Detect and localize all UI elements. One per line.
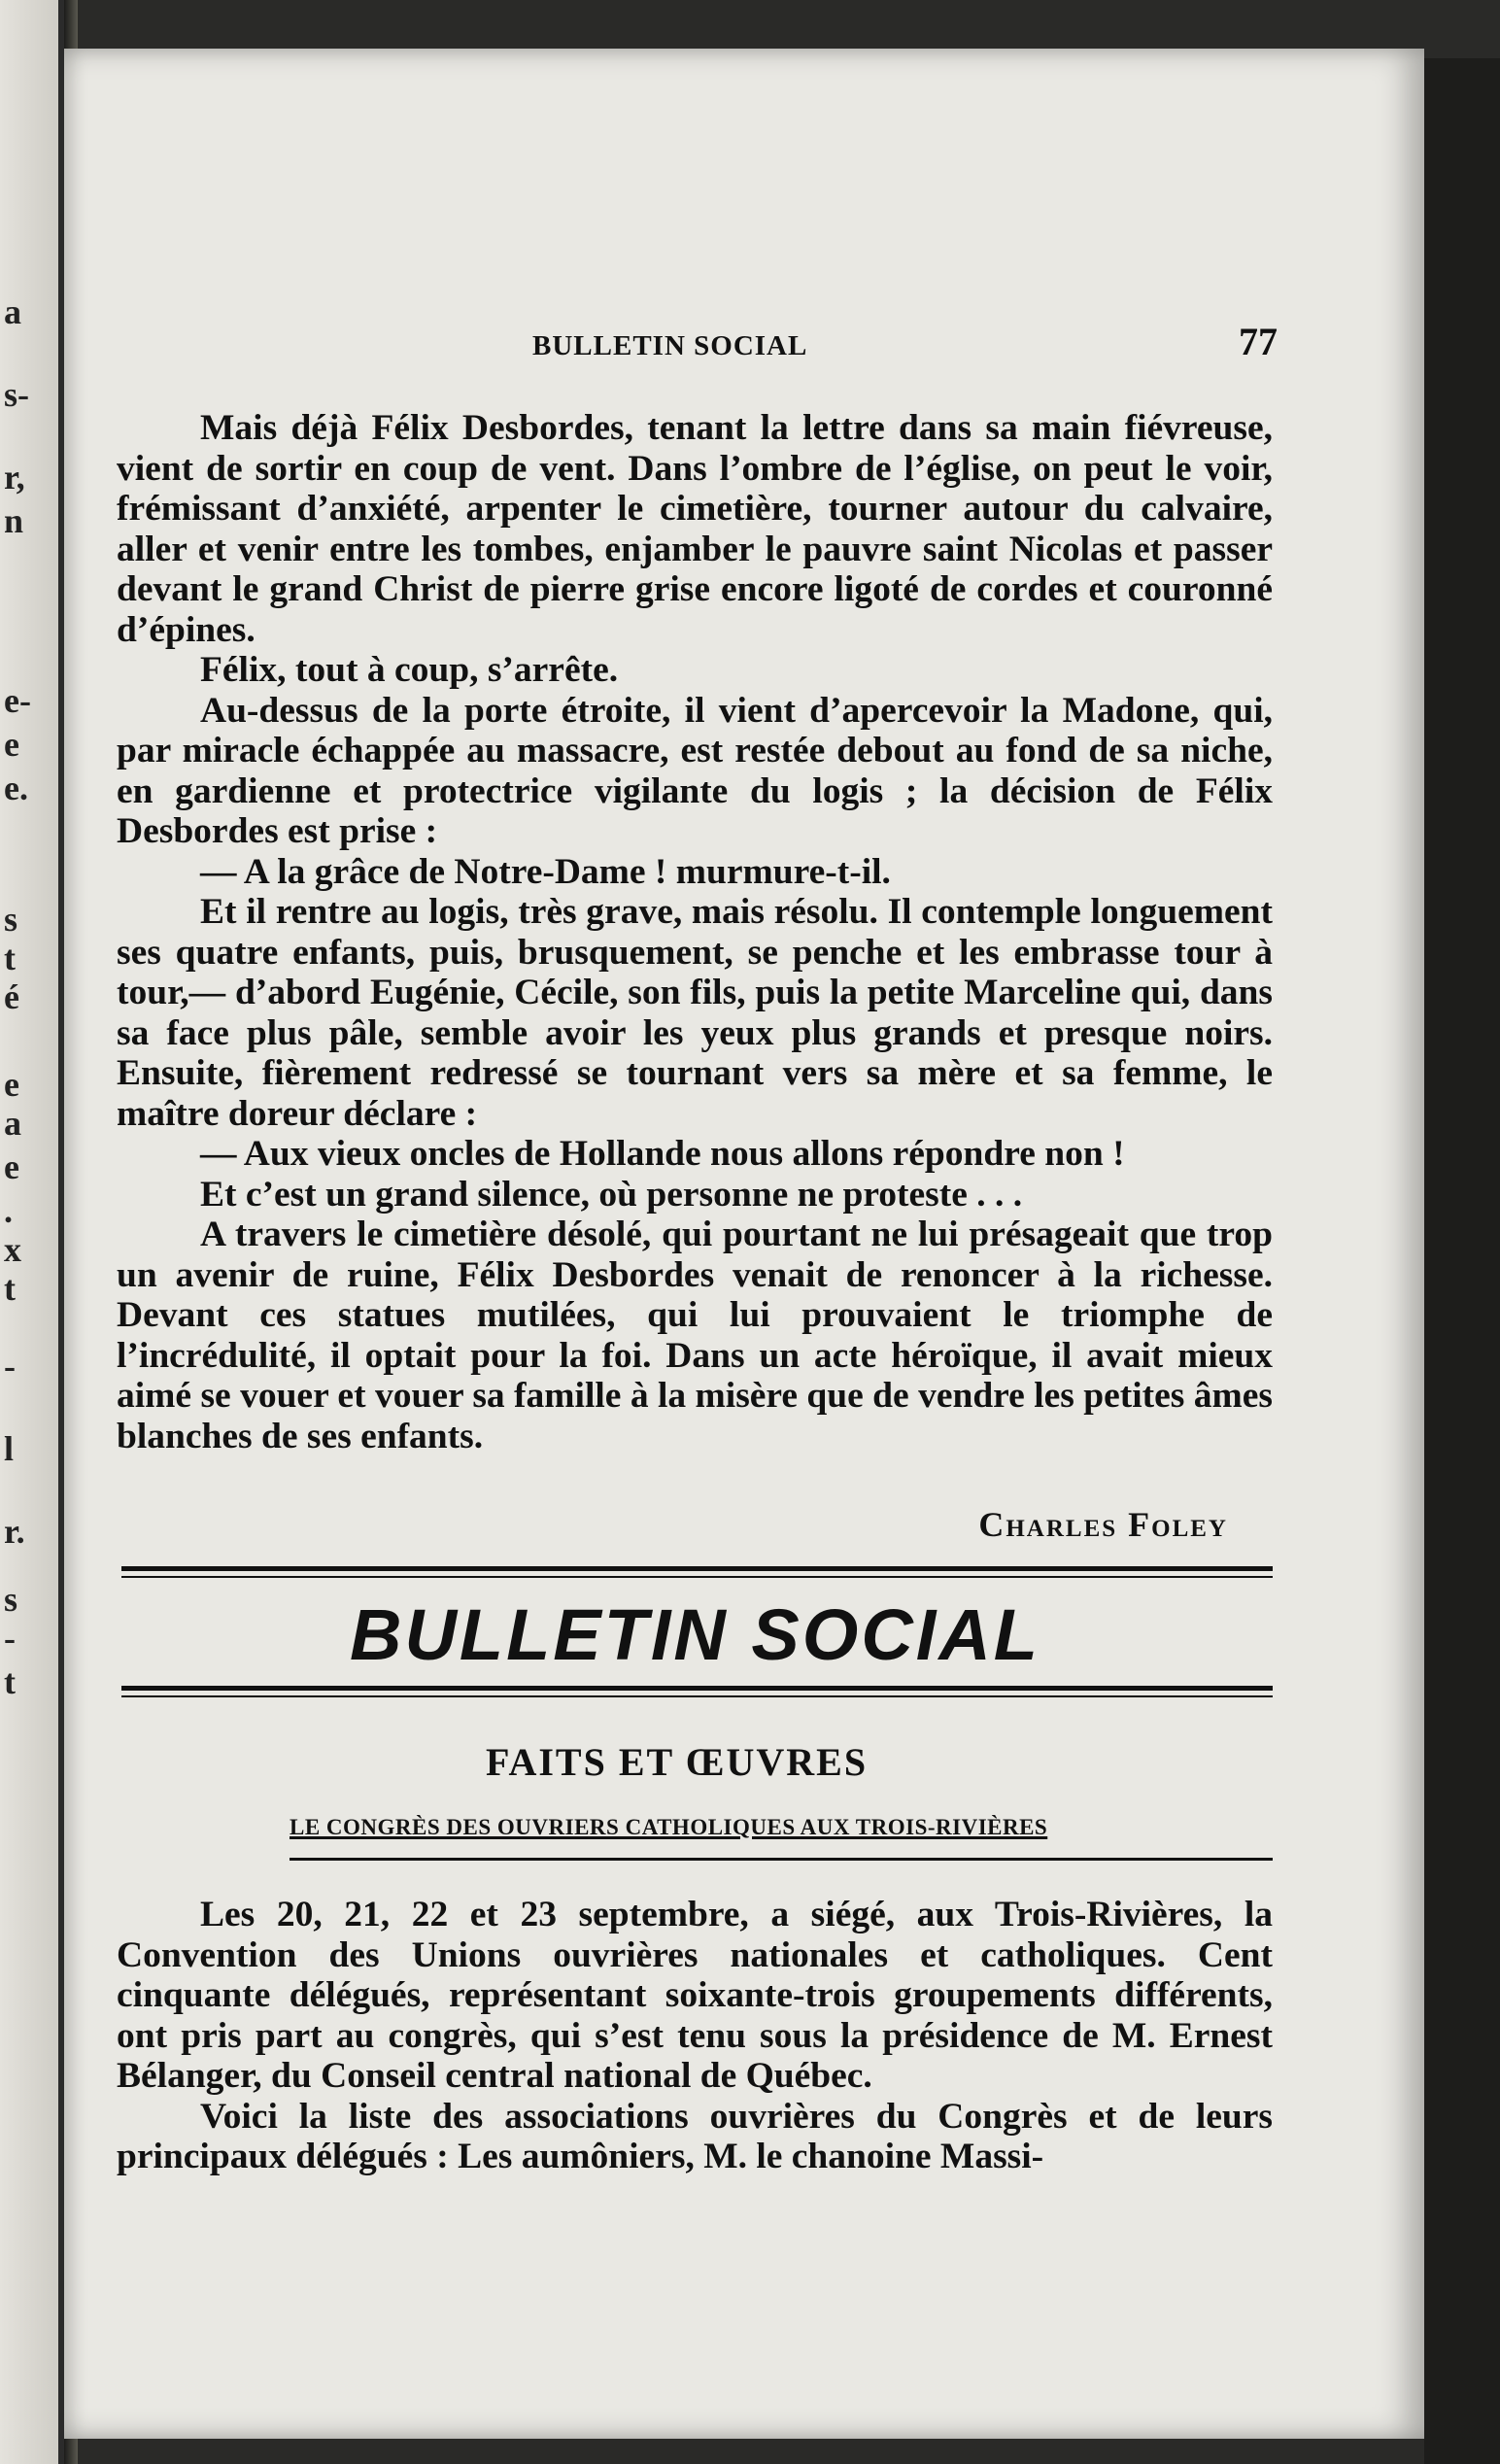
story-paragraph: Félix, tout à coup, s’arrête. — [200, 650, 619, 690]
adjacent-page-fragment: a — [4, 1104, 21, 1143]
page-number: 77 — [1239, 320, 1278, 363]
story-paragraph: Et il rentre au logis, très grave, mais résolu. Il contemple longuement ses quatre enfants, puis, brusquement, se penche et les embrasse tour à tour,— d’abord Eugénie, Cécile, son fils, puis la petite Marceline qui, dans sa face plus pâle, semble avoir les yeux plus grands et presque noirs. Ensuite, fièrement redressé se tournant vers sa mère et sa femme, le maître doreur déclare : — [117, 892, 1273, 1134]
article-text — [117, 1895, 1273, 2177]
adjacent-page-fragment: t — [4, 939, 16, 977]
adjacent-page-fragment: x — [4, 1230, 21, 1269]
story-paragraph: — A la grâce de Notre-Dame ! murmure-t-il. — [200, 851, 891, 892]
article-heading-rule — [290, 1858, 1273, 1861]
section-subtitle: FAITS ET ŒUVRES — [486, 1740, 869, 1784]
story-paragraph: — Aux vieux oncles de Hollande nous allons répondre non ! — [200, 1134, 1125, 1174]
author-signature: Charles Foley — [978, 1505, 1228, 1544]
adjacent-page-fragment: s — [4, 1580, 18, 1619]
article-paragraph: Les 20, 21, 22 et 23 septembre, a siégé, aux Trois-Rivières, la Convention des Unions ouvrières nationales et catholiques. Cent cinquante délégués, représentant soixante-trois groupements différents, ont pris part au congrès, qui s’est tenu sous la présidence de M. Ernest Bélanger, du Conseil central national de Québec. — [117, 1895, 1273, 2096]
adjacent-page-fragment: s- — [4, 375, 29, 414]
adjacent-page-fragment: e- — [4, 681, 31, 720]
story-paragraph: Et c’est un grand silence, où personne ne proteste . . . — [200, 1174, 1023, 1215]
adjacent-page-fragment: l — [4, 1429, 15, 1468]
story-paragraph: A travers le cimetière désolé, qui pourtant ne lui présageait que trop un avenir de ruine, Félix Desbordes venait de renoncer à la richesse. Devant ces statues mutilées, qui lui prouvaient le triomphe de l’incrédulité, il optait pour la foi. Dans un acte héroïque, il avait mieux aimé se vouer et vouer sa famille à la misère que de vendre les petites âmes blanches de ses enfants. — [117, 1215, 1273, 1456]
adjacent-page-fragment: - — [4, 1347, 16, 1386]
adjacent-page-fragment: e. — [4, 769, 28, 807]
adjacent-page-fragment: . — [4, 1191, 13, 1230]
article-paragraph: Voici la liste des associations ouvrières du Congrès et de leurs principaux délégués : Les aumôniers, M. le chanoine Massi- — [117, 2096, 1273, 2176]
story-paragraph: Au-dessus de la porte étroite, il vient d’apercevoir la Madone, qui, par miracle échappée au massacre, est restée debout au fond de sa niche, en gardienne et protectrice vigilante du logis ; la décision de Félix Desbordes est prise : — [117, 690, 1273, 851]
adjacent-page-fragment: s — [4, 900, 18, 939]
story-paragraph: Mais déjà Félix Desbordes, tenant la lettre dans sa main fiévreuse, vient de sortir en coup de vent. Dans l’ombre de l’église, on peut le voir, frémissant d’anxiété, arpenter le cimetière, tourner autour du calvaire, aller et venir entre les tombes, enjamber le pauvre saint Nicolas et passer devant le grand Christ de pierre grise encore ligoté de cordes et couronné d’épines. — [117, 408, 1273, 650]
adjacent-page-fragment: - — [4, 1619, 16, 1658]
adjacent-page-fragment: r, — [4, 458, 25, 496]
section-title: BULLETIN SOCIAL — [350, 1594, 1040, 1675]
adjacent-page-fragment: t — [4, 1269, 16, 1308]
running-head: BULLETIN SOCIAL — [532, 330, 808, 361]
adjacent-page-fragment: e — [4, 725, 19, 764]
adjacent-page-fragment: é — [4, 977, 19, 1016]
page-right-edge — [1424, 58, 1500, 2464]
section-rule-top — [121, 1566, 1273, 1578]
story-text — [117, 408, 1273, 1456]
adjacent-page-fragment: a — [4, 292, 21, 331]
article-heading: LE CONGRÈS DES OUVRIERS CATHOLIQUES AUX TROIS-RIVIÈRES — [290, 1815, 1048, 1839]
section-rule-bottom — [121, 1686, 1273, 1697]
adjacent-page-fragment: r. — [4, 1512, 25, 1551]
adjacent-page-fragment: t — [4, 1662, 16, 1701]
adjacent-page-fragment: e — [4, 1065, 19, 1104]
adjacent-page-fragment: n — [4, 501, 24, 540]
adjacent-page-fragment: e — [4, 1147, 19, 1186]
